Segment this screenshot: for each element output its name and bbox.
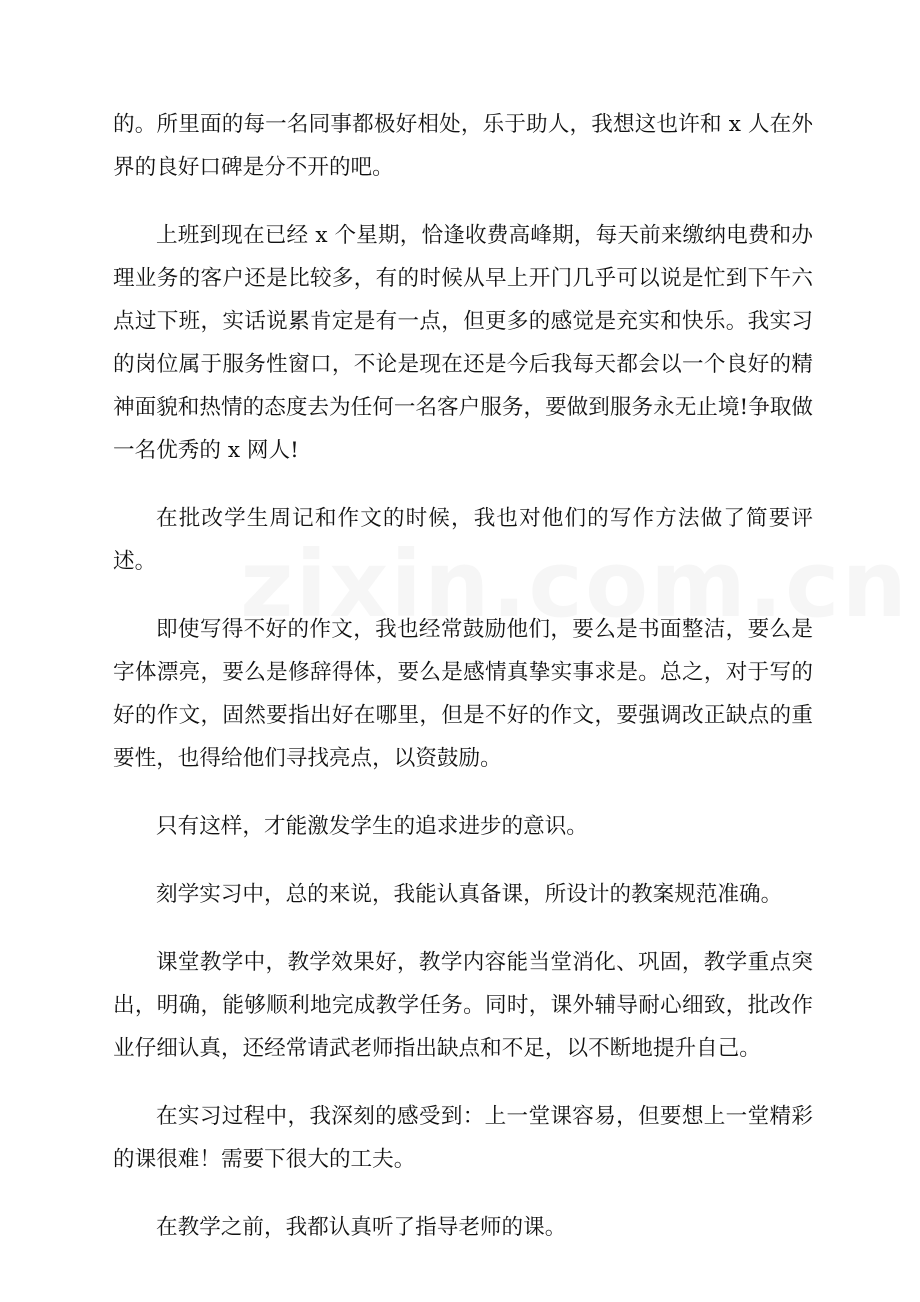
- paragraph-6: 刻学实习中，总的来说，我能认真备课，所设计的教案规范准确。: [156, 882, 783, 907]
- paragraph-2: 上班到现在已经 x 个星期，恰逢收费高峰期，每天前来缴纳电费和办理业务的客户还是比较多，有的时候从早上开门几乎可以说是忙到下午六点过下班，实话说累肯定是有一点，但更多的感觉是充实和快乐。我实习的岗位属于服务性窗口，不论是现在还是今后我每天都会以一个良好的精神面貌和热情的态度去为任何一名客户服务，要做到服务永无止境!争取做一名优秀的 x 网人!: [113, 223, 813, 463]
- document-body: [113, 103, 813, 1274]
- paragraph-7: 课堂教学中，教学效果好，教学内容能当堂消化、巩固，教学重点突出，明确，能够顺利地完成教学任务。同时，课外辅导耐心细致，批改作业仔细认真，还经常请武老师指出缺点和不足，以不断地提升自己。: [113, 950, 813, 1061]
- paragraph-3: 在批改学生周记和作文的时候，我也对他们的写作方法做了简要评述。: [113, 506, 813, 574]
- paragraph-4: 即使写得不好的作文，我也经常鼓励他们，要么是书面整洁，要么是字体漂亮，要么是修辞得体，要么是感情真挚实事求是。总之，对于写的好的作文，固然要指出好在哪里，但是不好的作文，要强调改正缺点的重要性，也得给他们寻找亮点，以资鼓励。: [113, 617, 813, 771]
- paragraph-9: 在教学之前，我都认真听了指导老师的课。: [156, 1215, 567, 1240]
- paragraph-5: 只有这样，才能激发学生的追求进步的意识。: [156, 814, 588, 839]
- paragraph-8: 在实习过程中，我深刻的感受到：上一堂课容易，但要想上一堂精彩的课很难！需要下很大的工夫。: [113, 1104, 813, 1172]
- paragraph-1: 的。所里面的每一名同事都极好相处，乐于助人，我想这也许和 x 人在外界的良好口碑是分不开的吧。: [113, 112, 813, 180]
